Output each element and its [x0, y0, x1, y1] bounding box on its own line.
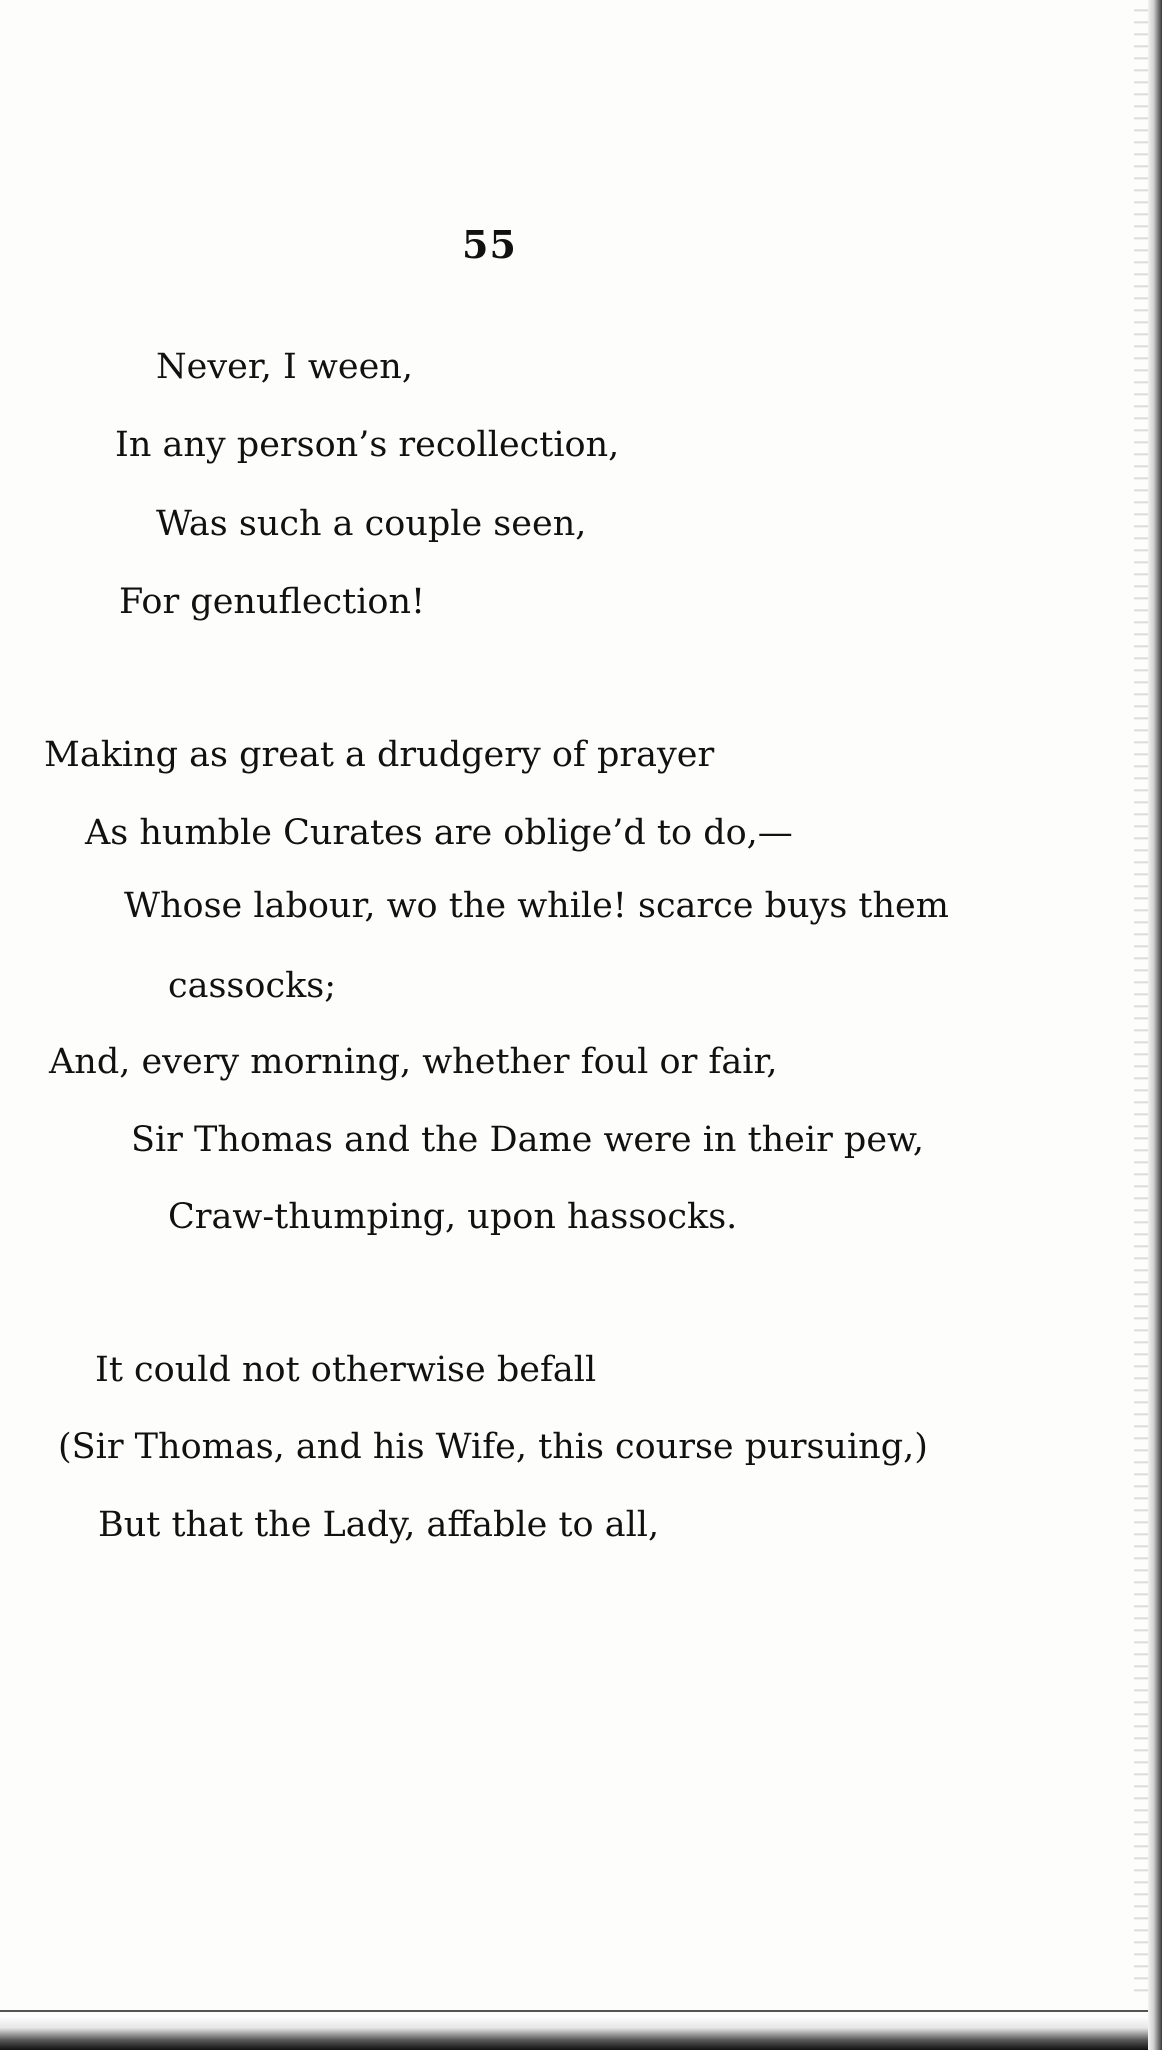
poem-line: Whose labour, wo the while! scarce buys them — [124, 886, 949, 926]
poem-line: But that the Lady, affable to all, — [98, 1505, 660, 1545]
poem-line: For genuflection! — [119, 582, 426, 622]
poem-line: cassocks; — [168, 966, 337, 1006]
poem-line: Craw-thumping, upon hassocks. — [168, 1197, 738, 1237]
poem-line: Making as great a drudgery of prayer — [44, 735, 715, 775]
page-bottom-edge — [0, 2016, 1162, 2050]
page-right-edge — [1148, 0, 1162, 2050]
poem-line: Never, I ween, — [156, 347, 413, 387]
poem-line: It could not otherwise befall — [95, 1350, 597, 1390]
poem-line: Was such a couple seen, — [156, 504, 587, 544]
page-number: 55 — [462, 222, 517, 267]
poem-line: Sir Thomas and the Dame were in their pew, — [131, 1120, 924, 1160]
poem-line: As humble Curates are oblige’d to do,— — [85, 813, 793, 853]
poem-line: (Sir Thomas, and his Wife, this course pursuing,) — [58, 1427, 928, 1467]
page-bottom-rule — [0, 2010, 1150, 2012]
poem-line: And, every morning, whether foul or fair, — [49, 1042, 778, 1082]
poem-line: In any person’s recollection, — [115, 425, 620, 465]
